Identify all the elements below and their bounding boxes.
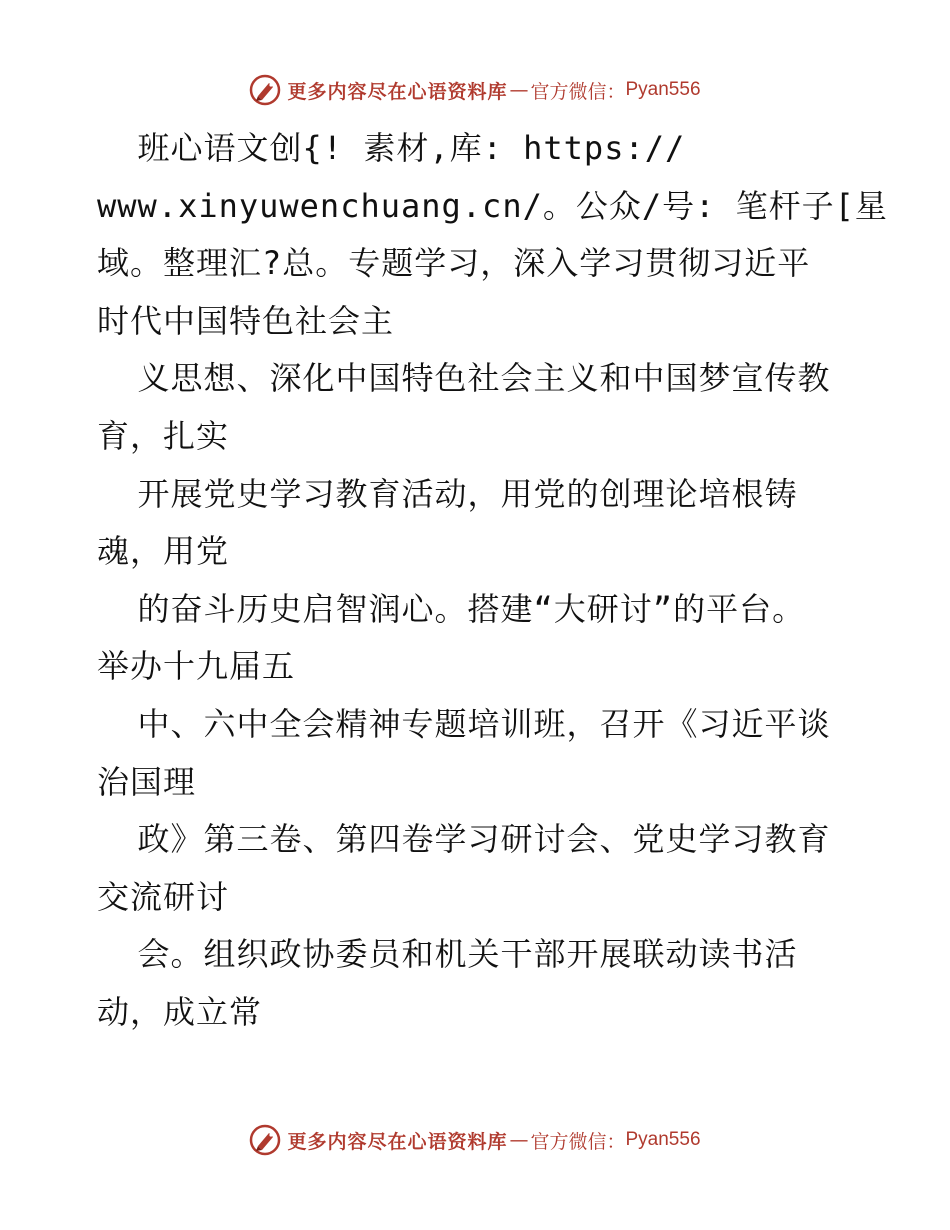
body-line: www.xinyuwenchuang.cn/。公众/号: 笔杆子[星 xyxy=(97,186,888,225)
banner-wechat-id: Pyan556 xyxy=(625,79,701,100)
pen-logo-icon xyxy=(249,74,281,106)
banner-separator: — xyxy=(509,79,529,101)
body-line: 中、六中全会精神专题培训班，召开《习近平谈 xyxy=(97,704,831,743)
banner-wechat-label: 官方微信： xyxy=(530,80,626,103)
body-line: 育，扎实 xyxy=(97,416,230,455)
body-line: 魂，用党 xyxy=(97,532,230,571)
body-line: 举办十九届五 xyxy=(97,647,296,686)
banner-wechat-id: Pyan556 xyxy=(625,1129,701,1150)
body-line: 动，成立常 xyxy=(97,992,263,1031)
body-line: 域。整理汇?总。专题学习，深入学习贯彻习近平 xyxy=(97,244,811,283)
body-line: 班心语文创{! 素材,库: https:// xyxy=(97,129,686,167)
body-line: 政》第三卷、第四卷学习研讨会、党史学习教育 xyxy=(97,820,831,859)
body-line: 的奋斗历史启智润心。搭建“大研讨”的平台。 xyxy=(97,589,806,628)
body-line: 治国理 xyxy=(97,762,197,801)
header-banner xyxy=(0,70,950,110)
document-body xyxy=(97,120,888,1042)
banner-wechat-label: 官方微信： xyxy=(530,1130,626,1153)
banner-main-text: 更多内容尽在心语资料库 xyxy=(287,1130,508,1153)
body-line: 开展党史学习教育活动，用党的创理论培根铸 xyxy=(97,474,798,513)
body-line: 会。组织政协委员和机关干部开展联动读书活 xyxy=(97,935,798,974)
body-line: 时代中国特色社会主 xyxy=(97,301,395,340)
pen-logo-icon xyxy=(249,1124,281,1156)
footer-banner xyxy=(0,1120,950,1160)
body-line: 义思想、深化中国特色社会主义和中国梦宣传教 xyxy=(97,359,831,398)
body-line: 交流研讨 xyxy=(97,877,230,916)
banner-main-text: 更多内容尽在心语资料库 xyxy=(287,80,508,103)
banner-separator: — xyxy=(509,1129,529,1151)
